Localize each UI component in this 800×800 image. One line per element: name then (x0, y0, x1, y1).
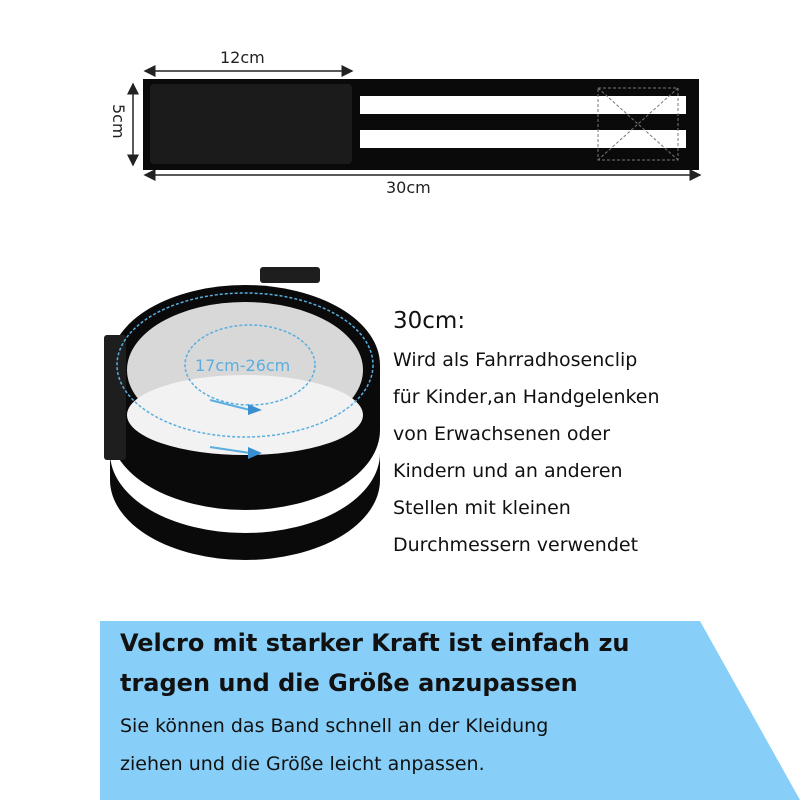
velcro-patch (150, 84, 352, 164)
flat-band-illustration (0, 0, 800, 200)
description-line: Kindern und an anderen (393, 460, 623, 482)
description-line: Wird als Fahrradhosenclip (393, 349, 638, 371)
description-line: von Erwachsenen oder (393, 423, 611, 445)
wrapped-band-illustration (100, 255, 390, 595)
height-label: 5cm (109, 104, 128, 139)
velcro-tab (104, 335, 126, 460)
length-label: 30cm (386, 178, 431, 197)
info-panel (100, 621, 800, 800)
reflective-stripe (360, 130, 686, 148)
description-lines (393, 342, 660, 564)
info-panel-title-line: tragen und die Größe anzupassen (120, 669, 578, 697)
description-title: 30cm: (393, 308, 466, 334)
description-line: für Kinder,an Handgelenken (393, 386, 660, 408)
description-line: Durchmessern verwendet (393, 534, 639, 556)
width-label: 12cm (220, 48, 265, 67)
info-panel-text-line: ziehen und die Größe leicht anpassen. (120, 753, 485, 775)
info-panel-title-line: Velcro mit starker Kraft ist einfach zu (120, 629, 630, 657)
description-line: Stellen mit kleinen (393, 497, 571, 519)
info-panel-text-line: Sie können das Band schnell an der Kleidung (120, 715, 549, 737)
diameter-label: 17cm-26cm (195, 356, 291, 375)
reflective-stripe (360, 96, 686, 114)
